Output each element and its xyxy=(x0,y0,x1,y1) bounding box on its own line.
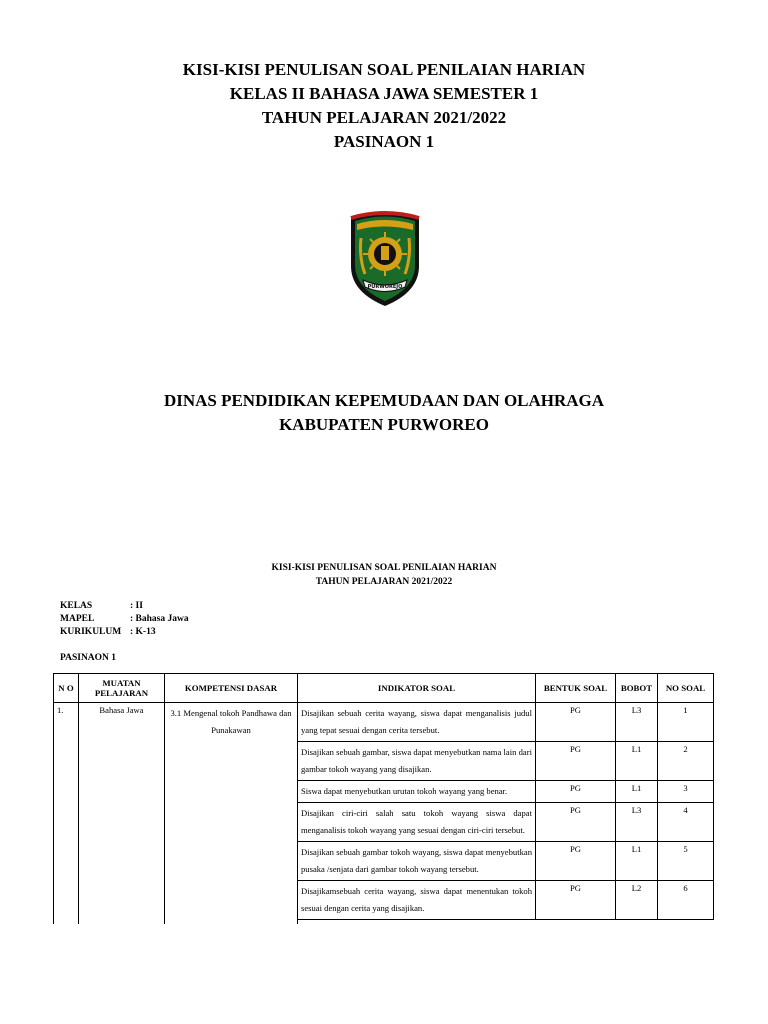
cell-bentuk: PG xyxy=(536,842,616,881)
cell-nosoal: 4 xyxy=(658,803,714,842)
cell-indikator: Siswa dapat menyebutkan urutan tokoh wayang yang benar. xyxy=(298,781,536,803)
cell-bentuk: PG xyxy=(536,881,616,920)
cell-nosoal: 3 xyxy=(658,781,714,803)
cell-indikator: Disajikan sebuah cerita wayang, siswa dapat menganalisis judul yang tepat sesuai dengan cerita tersebut. xyxy=(298,703,536,742)
cell-bobot: L1 xyxy=(616,842,658,881)
cell-nosoal: 6 xyxy=(658,881,714,920)
col-header-no: N O xyxy=(54,674,79,703)
cell-indikator: Disajikan sebuah gambar, siswa dapat menyebutkan nama lain dari gambar tokoh wayang yang disajikan. xyxy=(298,742,536,781)
org-line-1: DINAS PENDIDIKAN KEPEMUDAAN DAN OLAHRAGA xyxy=(163,391,605,410)
cell-indikator: Disajikan sebuah gambar tokoh wayang, siswa dapat menyebutkan pusaka /senjata dari gambar tokoh wayang tersebut. xyxy=(298,842,536,881)
cell-bobot: L1 xyxy=(616,781,658,803)
cell-indikator: Disajikamsebuah cerita wayang, siswa dapat menentukan tokoh sesuai dengan cerita yang disajikan. xyxy=(298,881,536,920)
col-header-bentuk: BENTUK SOAL xyxy=(536,674,616,703)
title-line-2: KELAS II BAHASA JAWA SEMESTER 1 xyxy=(229,84,539,103)
cell-bobot: L2 xyxy=(616,881,658,920)
info-mapel: MAPEL : Bahasa Jawa xyxy=(60,614,189,624)
info-kurikulum: KURIKULUM : K-13 xyxy=(60,627,156,637)
kisi-table xyxy=(53,673,714,924)
subtitle-line-2: TAHUN PELAJARAN 2021/2022 xyxy=(315,577,453,587)
cell-kd: 3.1 Mengenal tokoh Pandhawa dan Punakawan xyxy=(165,703,298,924)
title-line-1: KISI-KISI PENULISAN SOAL PENILAIAN HARIAN xyxy=(182,60,586,79)
cell-bentuk: PG xyxy=(536,803,616,842)
cell-indikator: Disajikan ciri-ciri salah satu tokoh wayang siswa dapat menganalisis tokoh wayang yang sesuai dengan ciri-ciri tersebut. xyxy=(298,803,536,842)
cell-nosoal: 1 xyxy=(658,703,714,742)
cell-bobot: L1 xyxy=(616,742,658,781)
organization-name xyxy=(0,389,768,437)
cell-bobot: L3 xyxy=(616,703,658,742)
info-block xyxy=(60,600,189,639)
table-title xyxy=(0,561,768,589)
org-line-2: KABUPATEN PURWOREO xyxy=(279,415,489,434)
col-header-muatan: MUATAN PELAJARAN xyxy=(79,674,165,703)
cell-nosoal: 2 xyxy=(658,742,714,781)
info-kelas: KELAS : II xyxy=(60,601,143,611)
cell-bentuk: PG xyxy=(536,703,616,742)
subtitle-line-1: KISI-KISI PENULISAN SOAL PENILAIAN HARIAN xyxy=(271,563,497,573)
document-title xyxy=(0,58,768,154)
section-label: PASINAON 1 xyxy=(60,653,117,663)
title-line-4: PASINAON 1 xyxy=(333,132,435,151)
col-header-indikator: INDIKATOR SOAL xyxy=(298,674,536,703)
cell-nosoal: 5 xyxy=(658,842,714,881)
svg-text:PURWOREJO: PURWOREJO xyxy=(367,284,403,290)
table-header-row xyxy=(54,674,714,703)
cell-bentuk: PG xyxy=(536,781,616,803)
table-row xyxy=(54,703,714,742)
col-header-bobot: BOBOT xyxy=(616,674,658,703)
regency-coat-of-arms-icon xyxy=(343,208,427,308)
cell-bobot: L3 xyxy=(616,803,658,842)
title-line-3: TAHUN PELAJARAN 2021/2022 xyxy=(261,108,507,127)
cell-bentuk: PG xyxy=(536,742,616,781)
col-header-kd: KOMPETENSI DASAR xyxy=(165,674,298,703)
cell-muatan: Bahasa Jawa xyxy=(79,703,165,924)
cell-no: 1. xyxy=(54,703,79,924)
col-header-nosoal: NO SOAL xyxy=(658,674,714,703)
